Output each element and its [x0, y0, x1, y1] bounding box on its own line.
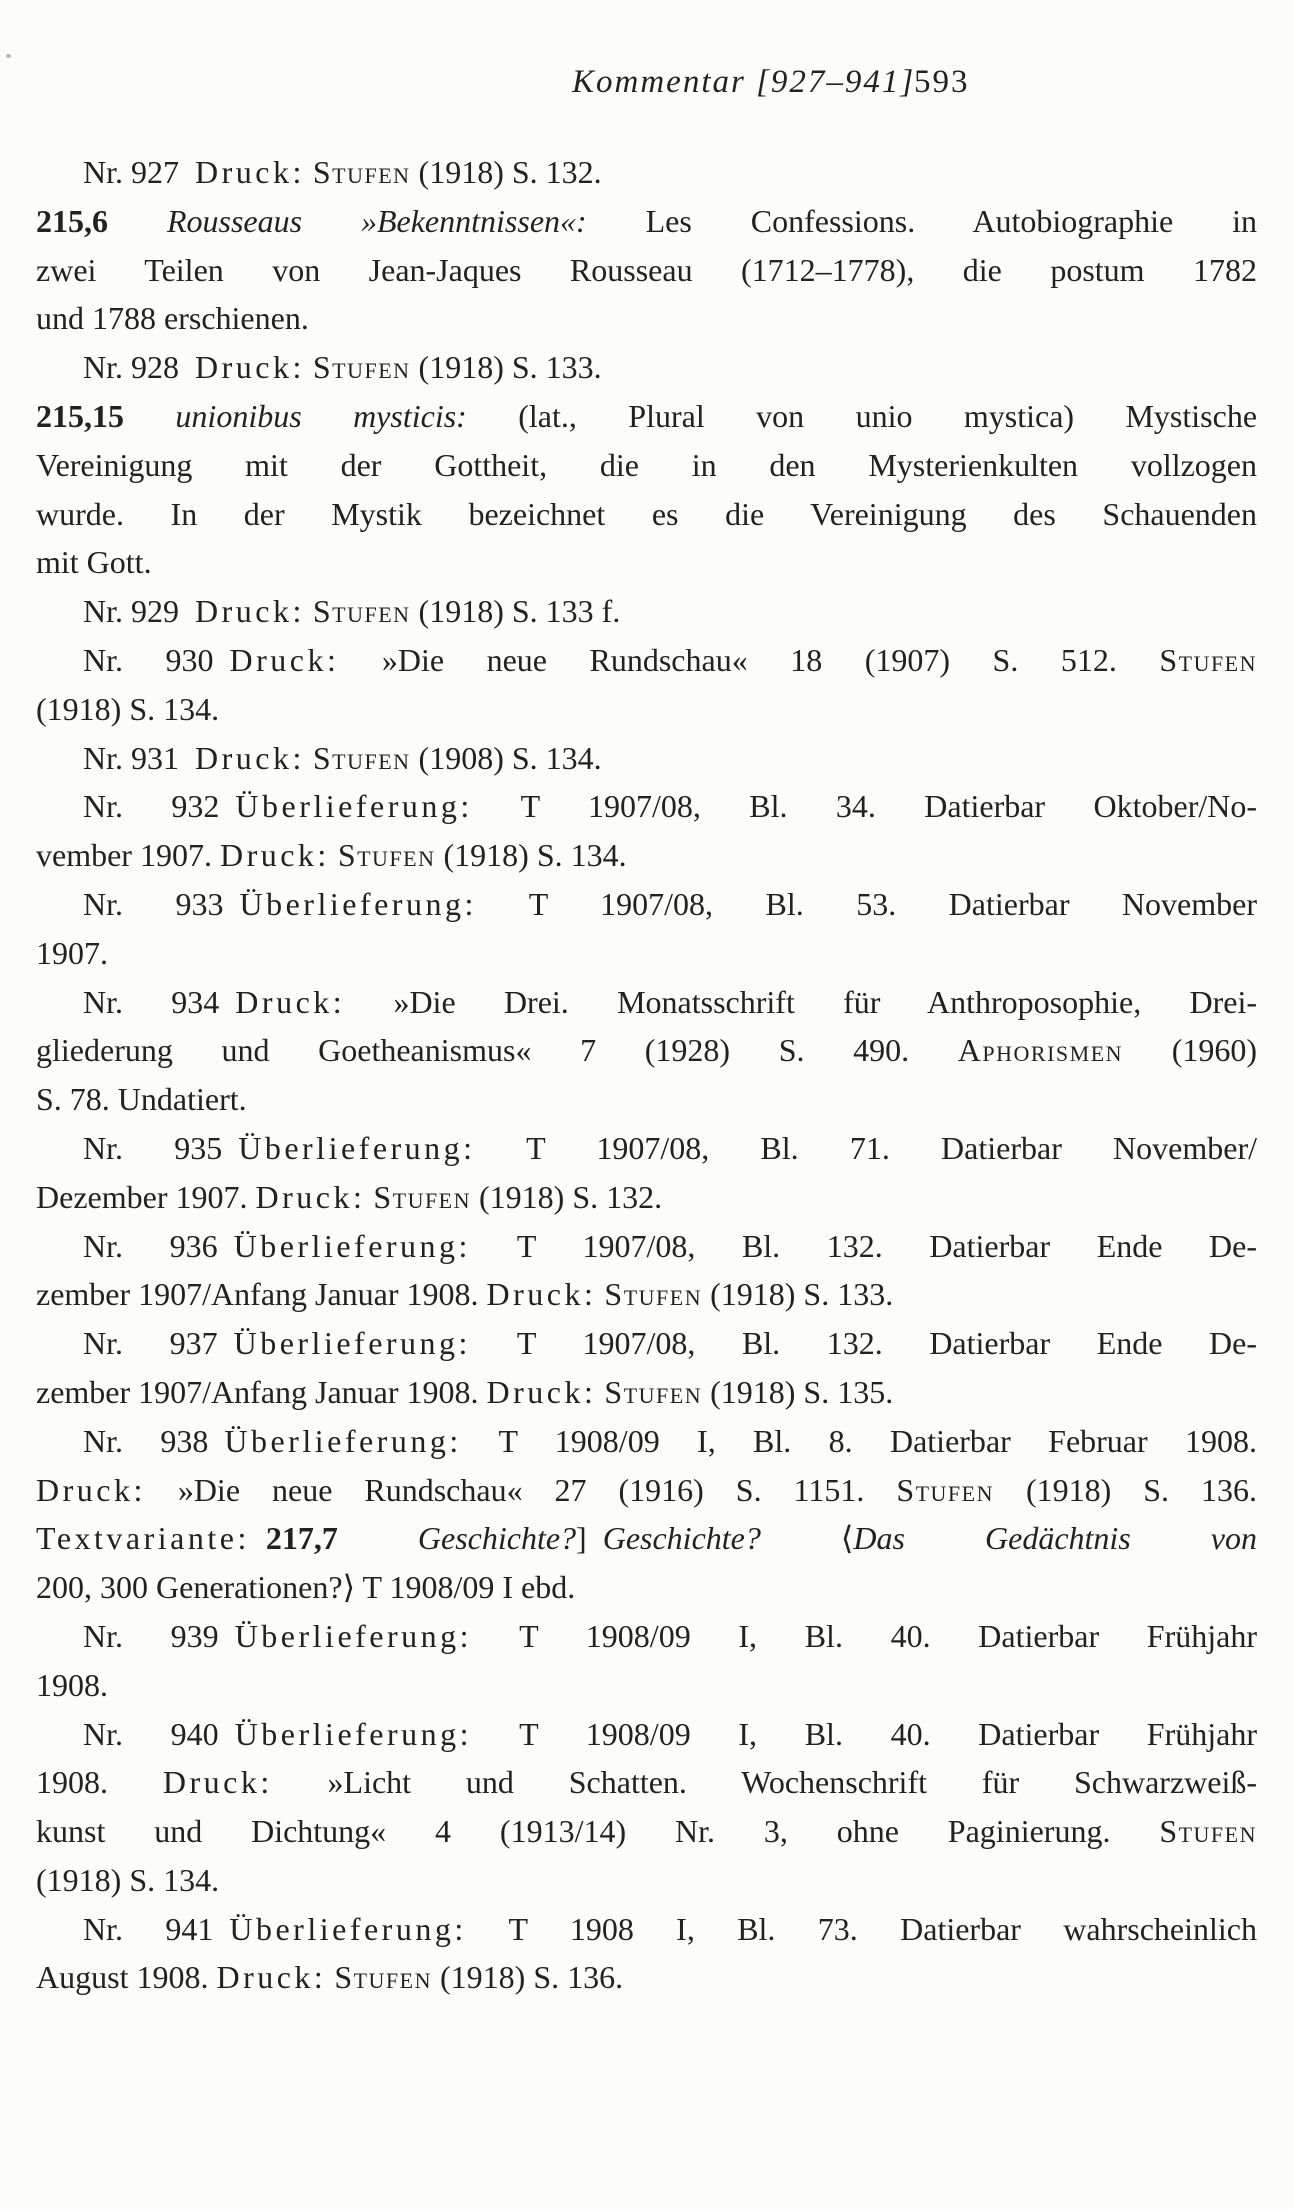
spaced-label: Druck:	[162, 1764, 273, 1801]
scan-speck	[6, 54, 11, 58]
small-caps-title: Stufen	[604, 1276, 703, 1313]
text-line	[36, 246, 1257, 295]
text-line	[36, 734, 1257, 783]
spaced-label: Druck:	[36, 1471, 146, 1508]
text-run	[305, 740, 313, 776]
text-run: August 1908.	[36, 1959, 217, 1996]
text-line	[36, 1270, 1257, 1319]
spaced-label: Überlieferung:	[239, 885, 477, 922]
spaced-label: Druck:	[195, 154, 305, 190]
text-run: Vereinigung mit der Gottheit, die in den Mysterienkulten vollzogen	[36, 446, 1257, 483]
italic-term: Das Gedächtnis von	[853, 1520, 1257, 1557]
text-run: T 1907/08, Bl. 71. Datierbar November/	[475, 1129, 1257, 1166]
lemma-ref: 217,7	[265, 1520, 338, 1557]
text-run: Nr. 936	[83, 1227, 234, 1264]
text-run	[250, 1520, 266, 1556]
italic-term: unionibus mysticis:	[175, 397, 467, 434]
small-caps-title: Stufen	[373, 1178, 472, 1215]
spaced-label: Überlieferung:	[238, 1129, 476, 1166]
text-run: mit Gott.	[36, 544, 152, 581]
text-run	[305, 154, 313, 190]
text-run: (1918) S. 132.	[410, 154, 602, 190]
text-run: »Die neue Rundschau« 27 (1916) S. 1151.	[145, 1471, 897, 1508]
text-line	[36, 1026, 1257, 1075]
small-caps-title: Stufen	[337, 837, 436, 874]
spaced-label: Druck:	[219, 837, 330, 874]
text-run: kunst und Dichtung« 4 (1913/14) Nr. 3, ohne Paginierung.	[36, 1813, 1160, 1850]
small-caps-title: Stufen	[334, 1959, 432, 1996]
text-line	[36, 148, 1257, 197]
text-run: wurde. In der Mystik bezeichnet es die Vereinigung des Schauenden	[36, 495, 1257, 532]
spaced-label: Textvariante:	[36, 1520, 250, 1557]
text-line	[36, 880, 1257, 929]
spaced-label: Überlieferung:	[235, 788, 473, 825]
text-run: (1918) S. 133 f.	[410, 593, 621, 630]
text-run: Nr. 938	[83, 1422, 225, 1459]
text-line	[36, 1319, 1257, 1368]
text-line	[36, 294, 1257, 343]
text-line	[36, 1514, 1257, 1563]
small-caps-title: Stufen	[896, 1471, 994, 1508]
text-line	[36, 1856, 1257, 1905]
text-run: (1918) S. 136.	[994, 1471, 1257, 1508]
text-run: T 1907/08, Bl. 34. Datierbar Oktober/No-	[472, 788, 1257, 825]
text-line	[36, 1368, 1257, 1417]
text-line	[36, 1563, 1257, 1612]
text-run: Nr. 934	[83, 983, 236, 1020]
lemma-ref: 215,15	[36, 397, 124, 434]
text-run: (1960)	[1123, 1032, 1257, 1069]
text-run: T 1907/08, Bl. 53. Datierbar November	[476, 885, 1257, 922]
small-caps-title: Aphorismen	[957, 1032, 1124, 1069]
text-run: S. 78. Undatiert.	[36, 1081, 247, 1118]
italic-term: Rousseaus »Bekenntnissen«:	[166, 202, 587, 239]
text-line	[36, 1953, 1257, 2002]
text-line	[36, 1758, 1257, 1807]
text-line	[36, 1173, 1257, 1222]
text-run: Nr. 932	[83, 788, 236, 825]
text-run: (1908) S. 134.	[410, 739, 602, 776]
text-run: Dezember 1907.	[36, 1178, 256, 1215]
text-run	[305, 349, 313, 385]
text-run: (lat., Plural von unio mystica) Mystische	[466, 397, 1257, 434]
text-run	[124, 398, 175, 434]
text-run: T 1908/09 I, Bl. 8. Datierbar Februar 1908.	[461, 1422, 1257, 1459]
text-line	[36, 1661, 1257, 1710]
spaced-label: Überlieferung:	[233, 1227, 471, 1264]
running-head-title: Kommentar [927–941]	[572, 64, 916, 100]
spaced-label: Druck:	[486, 1276, 597, 1313]
text-run: (1918) S. 134.	[36, 690, 220, 727]
text-line	[36, 831, 1257, 880]
text-line	[36, 978, 1257, 1027]
text-run: Nr. 928	[83, 349, 195, 386]
text-run: Nr. 937	[83, 1325, 234, 1362]
text-run: T 1907/08, Bl. 132. Datierbar Ende De-	[470, 1227, 1257, 1264]
lemma-ref: 215,6	[36, 202, 108, 239]
text-run	[338, 1520, 418, 1556]
text-run: 1908.	[36, 1666, 108, 1703]
text-line	[36, 1466, 1257, 1515]
text-line	[36, 1075, 1257, 1124]
text-run: T 1908/09 I, Bl. 40. Datierbar Frühjahr	[472, 1715, 1257, 1752]
text-run: Nr. 931	[83, 739, 195, 776]
text-run: »Licht und Schatten. Wochenschrift für Schwarzweiß-	[272, 1764, 1257, 1801]
running-head	[0, 64, 1294, 108]
spaced-label: Druck:	[255, 1178, 366, 1215]
text-run: zember 1907/Anfang Januar 1908.	[36, 1373, 487, 1410]
spaced-label: Überlieferung:	[224, 1422, 462, 1459]
text-run: (1918) S. 133.	[702, 1276, 894, 1313]
spaced-label: Überlieferung:	[234, 1617, 473, 1654]
text-run: T 1907/08, Bl. 132. Datierbar Ende De-	[470, 1325, 1257, 1362]
text-run: (1918) S. 132.	[471, 1178, 663, 1215]
text-run: T 1908 I, Bl. 73. Datierbar wahrscheinlich	[466, 1910, 1257, 1947]
text-line	[36, 929, 1257, 978]
text-line	[36, 1417, 1257, 1466]
text-line	[36, 490, 1257, 539]
spaced-label: Druck:	[195, 593, 305, 630]
text-run: gliederung und Goetheanismus« 7 (1928) S. 490.	[36, 1032, 958, 1069]
text-line	[36, 1905, 1257, 1954]
italic-term: Geschichte?	[602, 1520, 761, 1557]
text-run: zwei Teilen von Jean-Jaques Rousseau (1712–1778), die postum 1782	[36, 251, 1257, 288]
text-run: ]	[576, 1520, 603, 1557]
text-run	[330, 837, 338, 873]
spaced-label: Druck:	[195, 349, 305, 386]
text-run: 1908.	[36, 1764, 163, 1801]
small-caps-title: Stufen	[312, 739, 411, 776]
text-run: (1918) S. 134.	[36, 1861, 220, 1898]
text-run	[108, 203, 167, 239]
text-run: und 1788 erschienen.	[36, 300, 309, 337]
text-run: (1918) S. 134.	[435, 837, 627, 874]
text-run: Les Confessions. Autobiographie in	[586, 202, 1257, 239]
page-number: 593	[914, 64, 970, 100]
text-run	[305, 593, 313, 629]
spaced-label: Überlieferung:	[229, 1910, 467, 1947]
text-run: (1918) S. 136.	[432, 1959, 624, 1996]
text-run: Nr. 939	[83, 1617, 235, 1654]
italic-term: Geschichte?	[417, 1520, 577, 1557]
text-run: »Die Drei. Monatsschrift für Anthroposophie, Drei-	[345, 983, 1257, 1020]
small-caps-title: Stufen	[1159, 1813, 1257, 1850]
text-line	[36, 636, 1257, 685]
text-line	[36, 685, 1257, 734]
text-line	[36, 1222, 1257, 1271]
text-line	[36, 782, 1257, 831]
text-run: 200, 300 Generationen?⟩ T 1908/09 I ebd.	[36, 1569, 576, 1606]
text-line	[36, 1807, 1257, 1856]
text-line	[36, 538, 1257, 587]
text-line	[36, 392, 1257, 441]
spaced-label: Überlieferung:	[233, 1325, 471, 1362]
spaced-label: Druck:	[216, 1959, 327, 1996]
text-run: Nr. 929	[83, 593, 195, 630]
text-block	[36, 148, 1257, 2002]
text-run: ⟨	[760, 1520, 854, 1557]
spaced-label: Druck:	[486, 1373, 597, 1410]
text-line	[36, 1710, 1257, 1759]
text-line	[36, 343, 1257, 392]
text-run: Nr. 927	[83, 154, 195, 190]
small-caps-title: Stufen	[604, 1373, 703, 1410]
small-caps-title: Stufen	[312, 154, 411, 190]
spaced-label: Druck:	[235, 983, 346, 1020]
small-caps-title: Stufen	[1159, 641, 1257, 678]
text-run: Nr. 940	[83, 1715, 235, 1752]
text-run: Nr. 930	[83, 641, 230, 678]
text-line	[36, 441, 1257, 490]
spaced-label: Druck:	[195, 739, 305, 776]
text-line	[36, 1612, 1257, 1661]
text-run: vember 1907.	[36, 837, 220, 874]
text-run: »Die neue Rundschau« 18 (1907) S. 512.	[339, 641, 1160, 678]
text-run: T 1908/09 I, Bl. 40. Datierbar Frühjahr	[472, 1617, 1257, 1654]
text-run: (1918) S. 133.	[410, 349, 602, 386]
text-run: Nr. 933	[83, 885, 240, 922]
small-caps-title: Stufen	[312, 349, 411, 386]
text-run: Nr. 935	[83, 1129, 239, 1166]
text-line	[36, 197, 1257, 246]
spaced-label: Druck:	[229, 641, 340, 678]
text-run: 1907.	[36, 934, 108, 971]
text-run: Nr. 941	[83, 1910, 230, 1947]
text-line	[36, 1124, 1257, 1173]
text-run: zember 1907/Anfang Januar 1908.	[36, 1276, 487, 1313]
spaced-label: Überlieferung:	[234, 1715, 473, 1752]
text-line	[36, 587, 1257, 636]
text-run: (1918) S. 135.	[702, 1373, 894, 1410]
small-caps-title: Stufen	[312, 593, 411, 630]
